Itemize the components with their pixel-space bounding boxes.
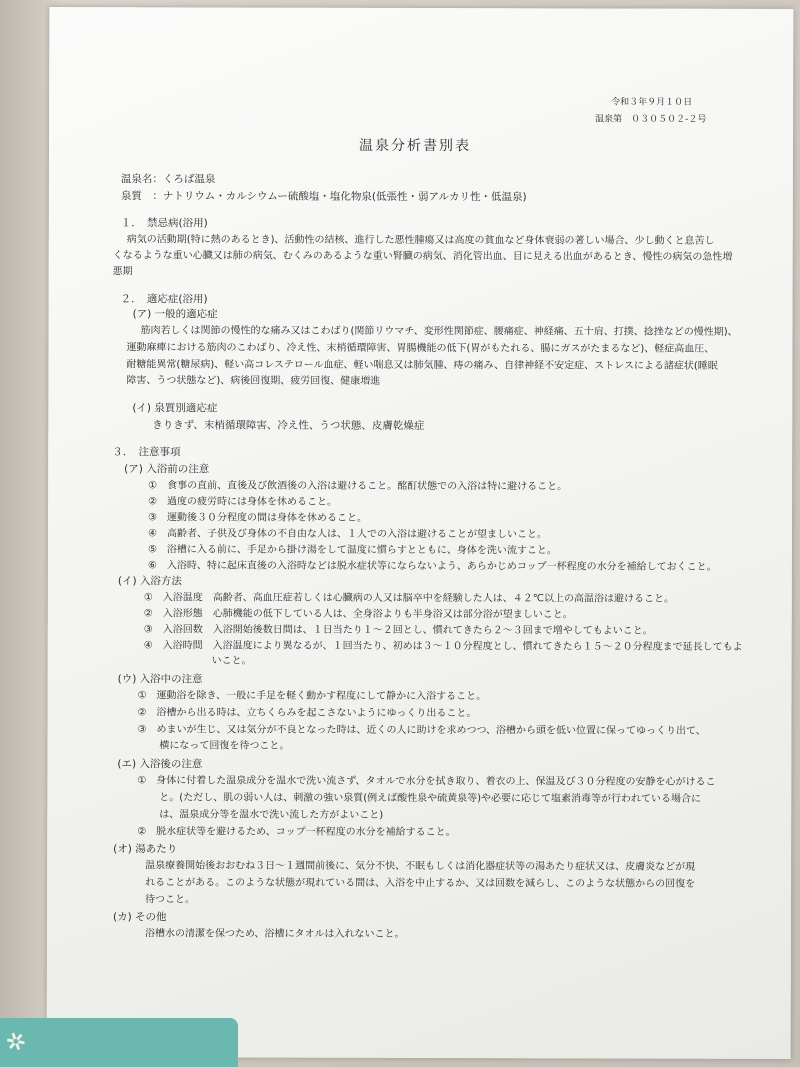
section-heading: ２． 適応症(浴用) [120,293,208,306]
section-heading: １． 禁忌病(浴用) [120,217,208,230]
paragraph-line: くなるような重い心臓又は肺の病気、むくみのあるような重い腎臓の病気、消化管出血、目に見える出血があるとき、慢性の病気の急性増 [112,250,733,263]
list-item: ① 入浴温度 高齢者、高血圧症若しくは心臓病の人又は脳卒中を経験した人は、４２℃以上の高温浴は避けること。 [143,592,675,605]
subsection-heading: (オ) 湯あたり [113,843,178,856]
subsection-heading: (エ) 入浴後の注意 [117,758,203,771]
subsection-heading: (イ) 泉質別適応症 [132,402,218,415]
list-item: ② 浴槽から出る時は、立ちくらみを起こさないようにゆっくり出ること。 [137,707,477,720]
document-date: 令和３年９月１０日 [611,97,693,108]
list-item: ③ めまいが生じ、又は気分が不良となった時は、近くの人に助けを求めつつ、浴槽から頭を低い位置に保ってゆっくり出て、 [137,724,706,737]
list-item: ④ 高齢者、子供及び身体の不自由な人は、１人での入浴は避けることが望ましいこと。 [147,528,547,541]
card-logo-icon: ✲ [1,1025,31,1059]
paragraph-line: 筋肉若しくは関節の慢性的な痛み又はこわばり(関節リウマチ、変形性関節症、腰痛症、神経痛、五十肩、打撲、捻挫などの慢性期)、 [140,325,738,338]
document-sheet [47,7,794,1059]
document-number: 温泉第 ０３０５０２-２号 [595,114,707,125]
list-item-continuation: は、温泉成分等を温水で洗い流した方がよいこと) [159,809,384,821]
paragraph-line: 悪期 [112,266,133,278]
list-item: ② 入浴形態 心肺機能の低下している人は、全身浴よりも半身浴又は部分浴が望ましいこと。 [143,608,573,621]
list-item: ⑤ 浴槽に入る前に、手足から掛け湯をして温度に慣らすとともに、身体を洗い流すこと。 [147,544,557,557]
list-item: ① 食事の直前、直後及び飲酒後の入浴は避けること。酩酊状態での入浴は特に避けること。 [148,480,568,493]
spring-name: 温泉名：くろば温泉 [120,173,216,186]
list-item-continuation: いこと。 [211,655,252,667]
subsection-heading: (カ) その他 [112,911,167,924]
paragraph-line: 障害、うつ状態など)、病後回復期、疲労回復、健康増進 [126,375,381,387]
list-item: ⑥ 入浴時、特に起床直後の入浴時などは脱水症状等にならないよう、あらかじめコップ一杯程度の水分を補給しておくこと。 [147,560,717,573]
paragraph-line: 運動麻痺における筋肉のこわばり、冷え性、末梢循環障害、胃腸機能の低下(胃がもたれる、腸にガスがたまるなど)、軽症高血圧、 [126,342,715,355]
list-item: ② 過度の疲労時には身体を休めること。 [148,496,338,508]
list-item-continuation: 横になって回復を待つこと。 [159,740,290,752]
list-item: ③ 入浴回数 入浴開始後数日間は、１日当たり１～２回とし、慣れてきたら２～３回まで増やしてもよいこと。 [143,624,653,637]
paragraph-line: 病気の活動期(特に熱のあるとき)、活動性の結核、進行した悪性腫瘍又は高度の貧血など身体衰弱の著しい場合、少し動くと息苦し [126,234,715,247]
paragraph-line: れることがある。このような状態が現れている間は、入浴を中止するか、又は回数を減らし、このような状態からの回復を [145,877,696,890]
spring-quality: 泉質 ：ナトリウム・カルシウムー硫酸塩・塩化物泉(低張性・弱アルカリ性・低温泉) [120,190,527,204]
list-item: ① 運動浴を除き、一般に手足を軽く動かす程度にして静かに入浴すること。 [137,690,487,703]
list-item: ② 脱水症状等を避けるため、コップ一杯程度の水分を補給すること。 [137,826,456,839]
paragraph-line: 耐糖能異常(糖尿病)、軽い高コレステロール血症、軽い喘息又は肺気腫、痔の痛み、自律神経不安定症、ストレスによる諸症状(睡眠 [126,359,718,372]
list-item: ③ 運動後３０分程度の間は身体を休めること。 [148,512,368,524]
paragraph-line: 浴槽水の清潔を保つため、浴槽にタオルは入れないこと。 [144,928,405,940]
paragraph-line: 温泉療養開始後おおむね３日～１週間前後に、気分不快、不眠もしくは消化器症状等の湯あたり症状又は、皮膚炎などが現 [145,860,696,873]
paragraph-line: きりきず、末梢循環障害、冷え性、うつ状態、皮膚乾燥症 [152,419,425,433]
subsection-heading: (イ) 入浴方法 [117,575,182,588]
document-title: 温泉分析書別表 [358,137,472,155]
subsection-heading: (ア) 一般的適応症 [132,308,218,321]
list-item: ④ 入浴時間 入浴温度により異なるが、１回当たり、初めは３～１０分程度とし、慣れてきたら１５～２０分程度まで延長してもよ [143,640,743,653]
subsection-heading: (ア) 入浴前の注意 [124,463,210,476]
teal-card-object [0,1018,238,1067]
list-item: ① 身体に付着した温泉成分を温水で洗い流さず、タオルで水分を拭き取り、着衣の上、保温及び３０分程度の安静を心がけるこ [137,775,716,788]
subsection-heading: (ウ) 入浴中の注意 [117,673,203,686]
paragraph-line: 待つこと。 [145,894,196,906]
list-item-continuation: と。(ただし、肌の弱い人は、刺激の強い泉質(例えば酸性泉や硫黄泉等)や必要に応じて塩素消毒等が行われている場合に [159,792,702,805]
section-heading: ３． 注意事項 [112,446,181,459]
